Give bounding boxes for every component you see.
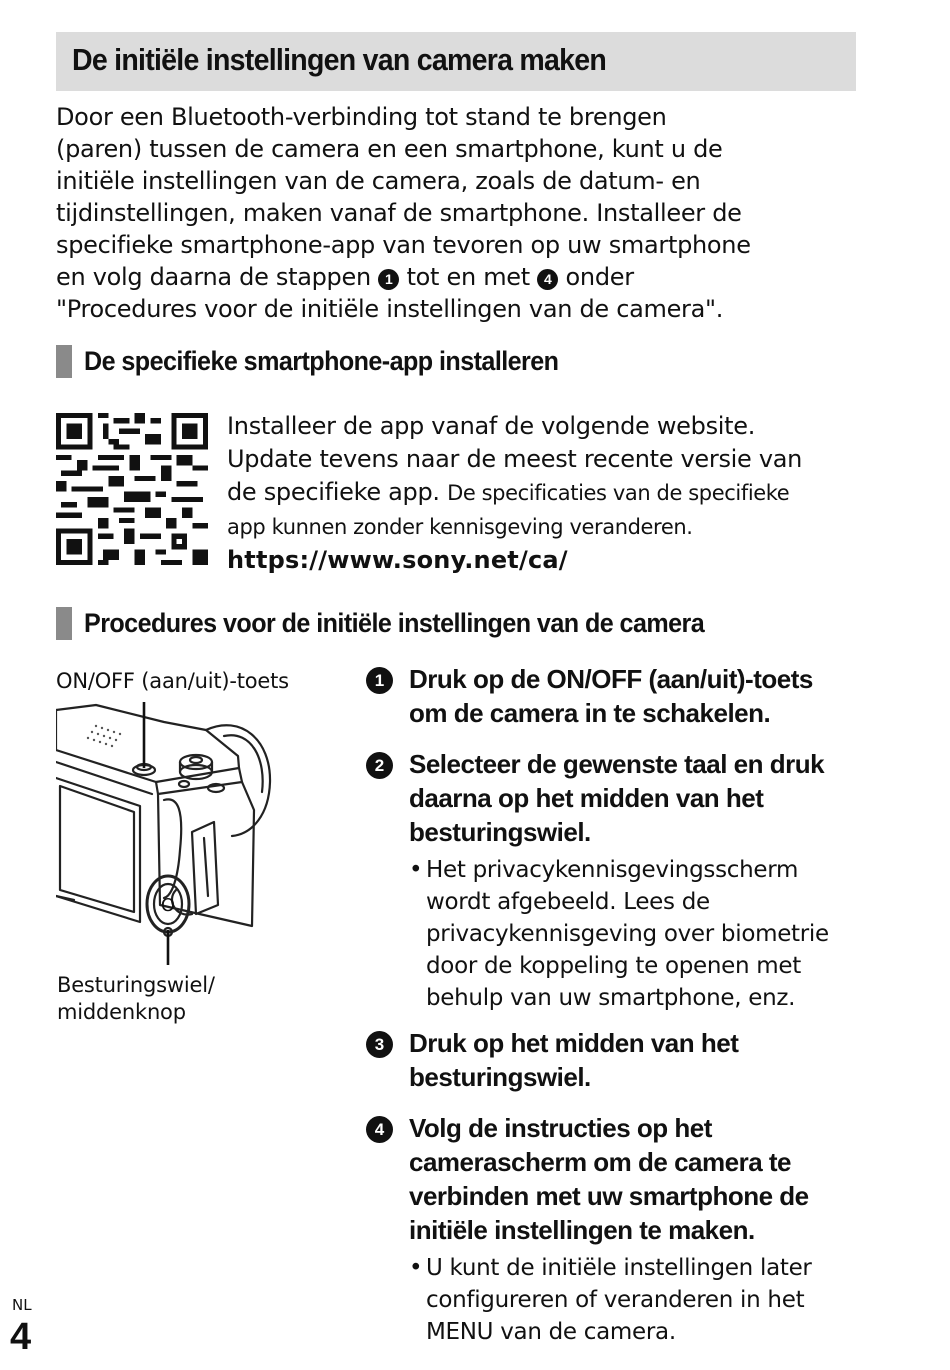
note-line: MENU van de camera. bbox=[426, 1319, 676, 1345]
intro-line: tijdinstellingen, maken vanaf de smartphone. Installeer de bbox=[56, 199, 742, 227]
intro-paragraph bbox=[56, 101, 856, 325]
note-line: configureren of veranderen in het bbox=[426, 1287, 805, 1313]
app-text-small: app kunnen zonder kennisgeving veranderen. bbox=[227, 515, 693, 539]
step-line: besturingswiel. bbox=[409, 817, 591, 847]
step-from-marker: 1 bbox=[378, 269, 399, 290]
step-line: besturingswiel. bbox=[409, 1062, 591, 1092]
step-line: camerascherm om de camera te bbox=[409, 1147, 792, 1177]
step-text bbox=[409, 662, 856, 730]
step-to-marker: 4 bbox=[537, 269, 558, 290]
center-button-glyph: O bbox=[160, 895, 176, 916]
step-number: 2 bbox=[366, 752, 393, 779]
section-marker bbox=[56, 607, 72, 640]
app-text-span: de specifieke app. bbox=[227, 478, 440, 506]
note-text bbox=[426, 1252, 859, 1348]
intro-line: Door een Bluetooth-verbinding tot stand te brengen bbox=[56, 103, 667, 131]
step-line: Volg de instructies op het bbox=[409, 1113, 712, 1143]
app-install-text bbox=[227, 410, 857, 577]
step-number: 1 bbox=[366, 667, 393, 694]
step-line: om de camera in te schakelen. bbox=[409, 698, 771, 728]
section-title: Procedures voor de initiële instellingen van de camera bbox=[84, 607, 705, 638]
camera-illustration-icon bbox=[56, 700, 286, 965]
step-1 bbox=[366, 662, 856, 730]
note-line: behulp van uw smartphone, enz. bbox=[426, 985, 796, 1011]
section-heading-procedures bbox=[56, 606, 751, 640]
step-line: initiële instellingen te maken. bbox=[409, 1215, 755, 1245]
intro-line: (paren) tussen de camera en een smartphone, kunt u de bbox=[56, 135, 723, 163]
bullet-icon: • bbox=[409, 857, 423, 883]
qr-code-icon[interactable] bbox=[56, 413, 208, 565]
app-text-line bbox=[227, 510, 857, 544]
intro-text: tot en met bbox=[406, 263, 530, 291]
step-line: daarna op het midden van het bbox=[409, 783, 764, 813]
note-line: Het privacykennisgevingsscherm bbox=[426, 857, 799, 883]
step-line: verbinden met uw smartphone de bbox=[409, 1181, 809, 1211]
step-4-note bbox=[409, 1252, 859, 1348]
step-2-note bbox=[409, 854, 859, 1014]
note-line: U kunt de initiële instellingen later bbox=[426, 1255, 812, 1281]
app-text-small: De specificaties van de specifieke bbox=[447, 481, 790, 505]
step-line: Druk op het midden van het bbox=[409, 1028, 739, 1058]
page-title: De initiële instellingen van camera maken bbox=[72, 42, 607, 77]
step-text bbox=[409, 1026, 856, 1094]
step-text bbox=[409, 1111, 856, 1247]
bullet-icon: • bbox=[409, 1255, 423, 1281]
step-line: Selecteer de gewenste taal en druk bbox=[409, 749, 825, 779]
control-wheel-label bbox=[57, 972, 215, 1026]
step-3 bbox=[366, 1026, 856, 1094]
intro-line bbox=[56, 261, 856, 293]
intro-text: onder bbox=[565, 263, 634, 291]
note-line: privacykennisgeving over biometrie bbox=[426, 921, 829, 947]
app-text-line: Update tevens naar de meest recente versie van bbox=[227, 445, 803, 473]
app-text-line: Installeer de app vanaf de volgende website. bbox=[227, 412, 756, 440]
page-number: 4 bbox=[10, 1316, 32, 1358]
intro-text: en volg daarna de stappen bbox=[56, 263, 371, 291]
section-heading-app bbox=[56, 344, 594, 378]
step-4 bbox=[366, 1111, 856, 1247]
note-line: wordt afgebeeld. Lees de bbox=[426, 889, 710, 915]
section-title: De specifieke smartphone-app installeren bbox=[84, 345, 559, 376]
title-bar bbox=[56, 32, 856, 91]
control-wheel-label-line: middenknop bbox=[57, 1000, 186, 1024]
step-number: 3 bbox=[366, 1031, 393, 1058]
intro-line: specifieke smartphone-app van tevoren op uw smartphone bbox=[56, 231, 751, 259]
intro-line: initiële instellingen van de camera, zoals de datum- en bbox=[56, 167, 701, 195]
step-number: 4 bbox=[366, 1116, 393, 1143]
intro-line: "Procedures voor de initiële instellingen van de camera". bbox=[56, 295, 724, 323]
step-line: Druk op de ON/OFF (aan/uit)-toets bbox=[409, 664, 813, 694]
note-line: door de koppeling te openen met bbox=[426, 953, 801, 979]
onoff-button-label: ON/OFF (aan/uit)-toets bbox=[56, 669, 289, 693]
step-text bbox=[409, 747, 856, 849]
section-marker bbox=[56, 345, 72, 378]
step-2 bbox=[366, 747, 856, 849]
app-text-line bbox=[227, 476, 857, 510]
note-text bbox=[426, 854, 859, 1014]
language-code: NL bbox=[12, 1296, 32, 1314]
app-url-link[interactable]: https://www.sony.net/ca/ bbox=[227, 546, 568, 574]
control-wheel-label-line: Besturingswiel/ bbox=[57, 973, 215, 997]
